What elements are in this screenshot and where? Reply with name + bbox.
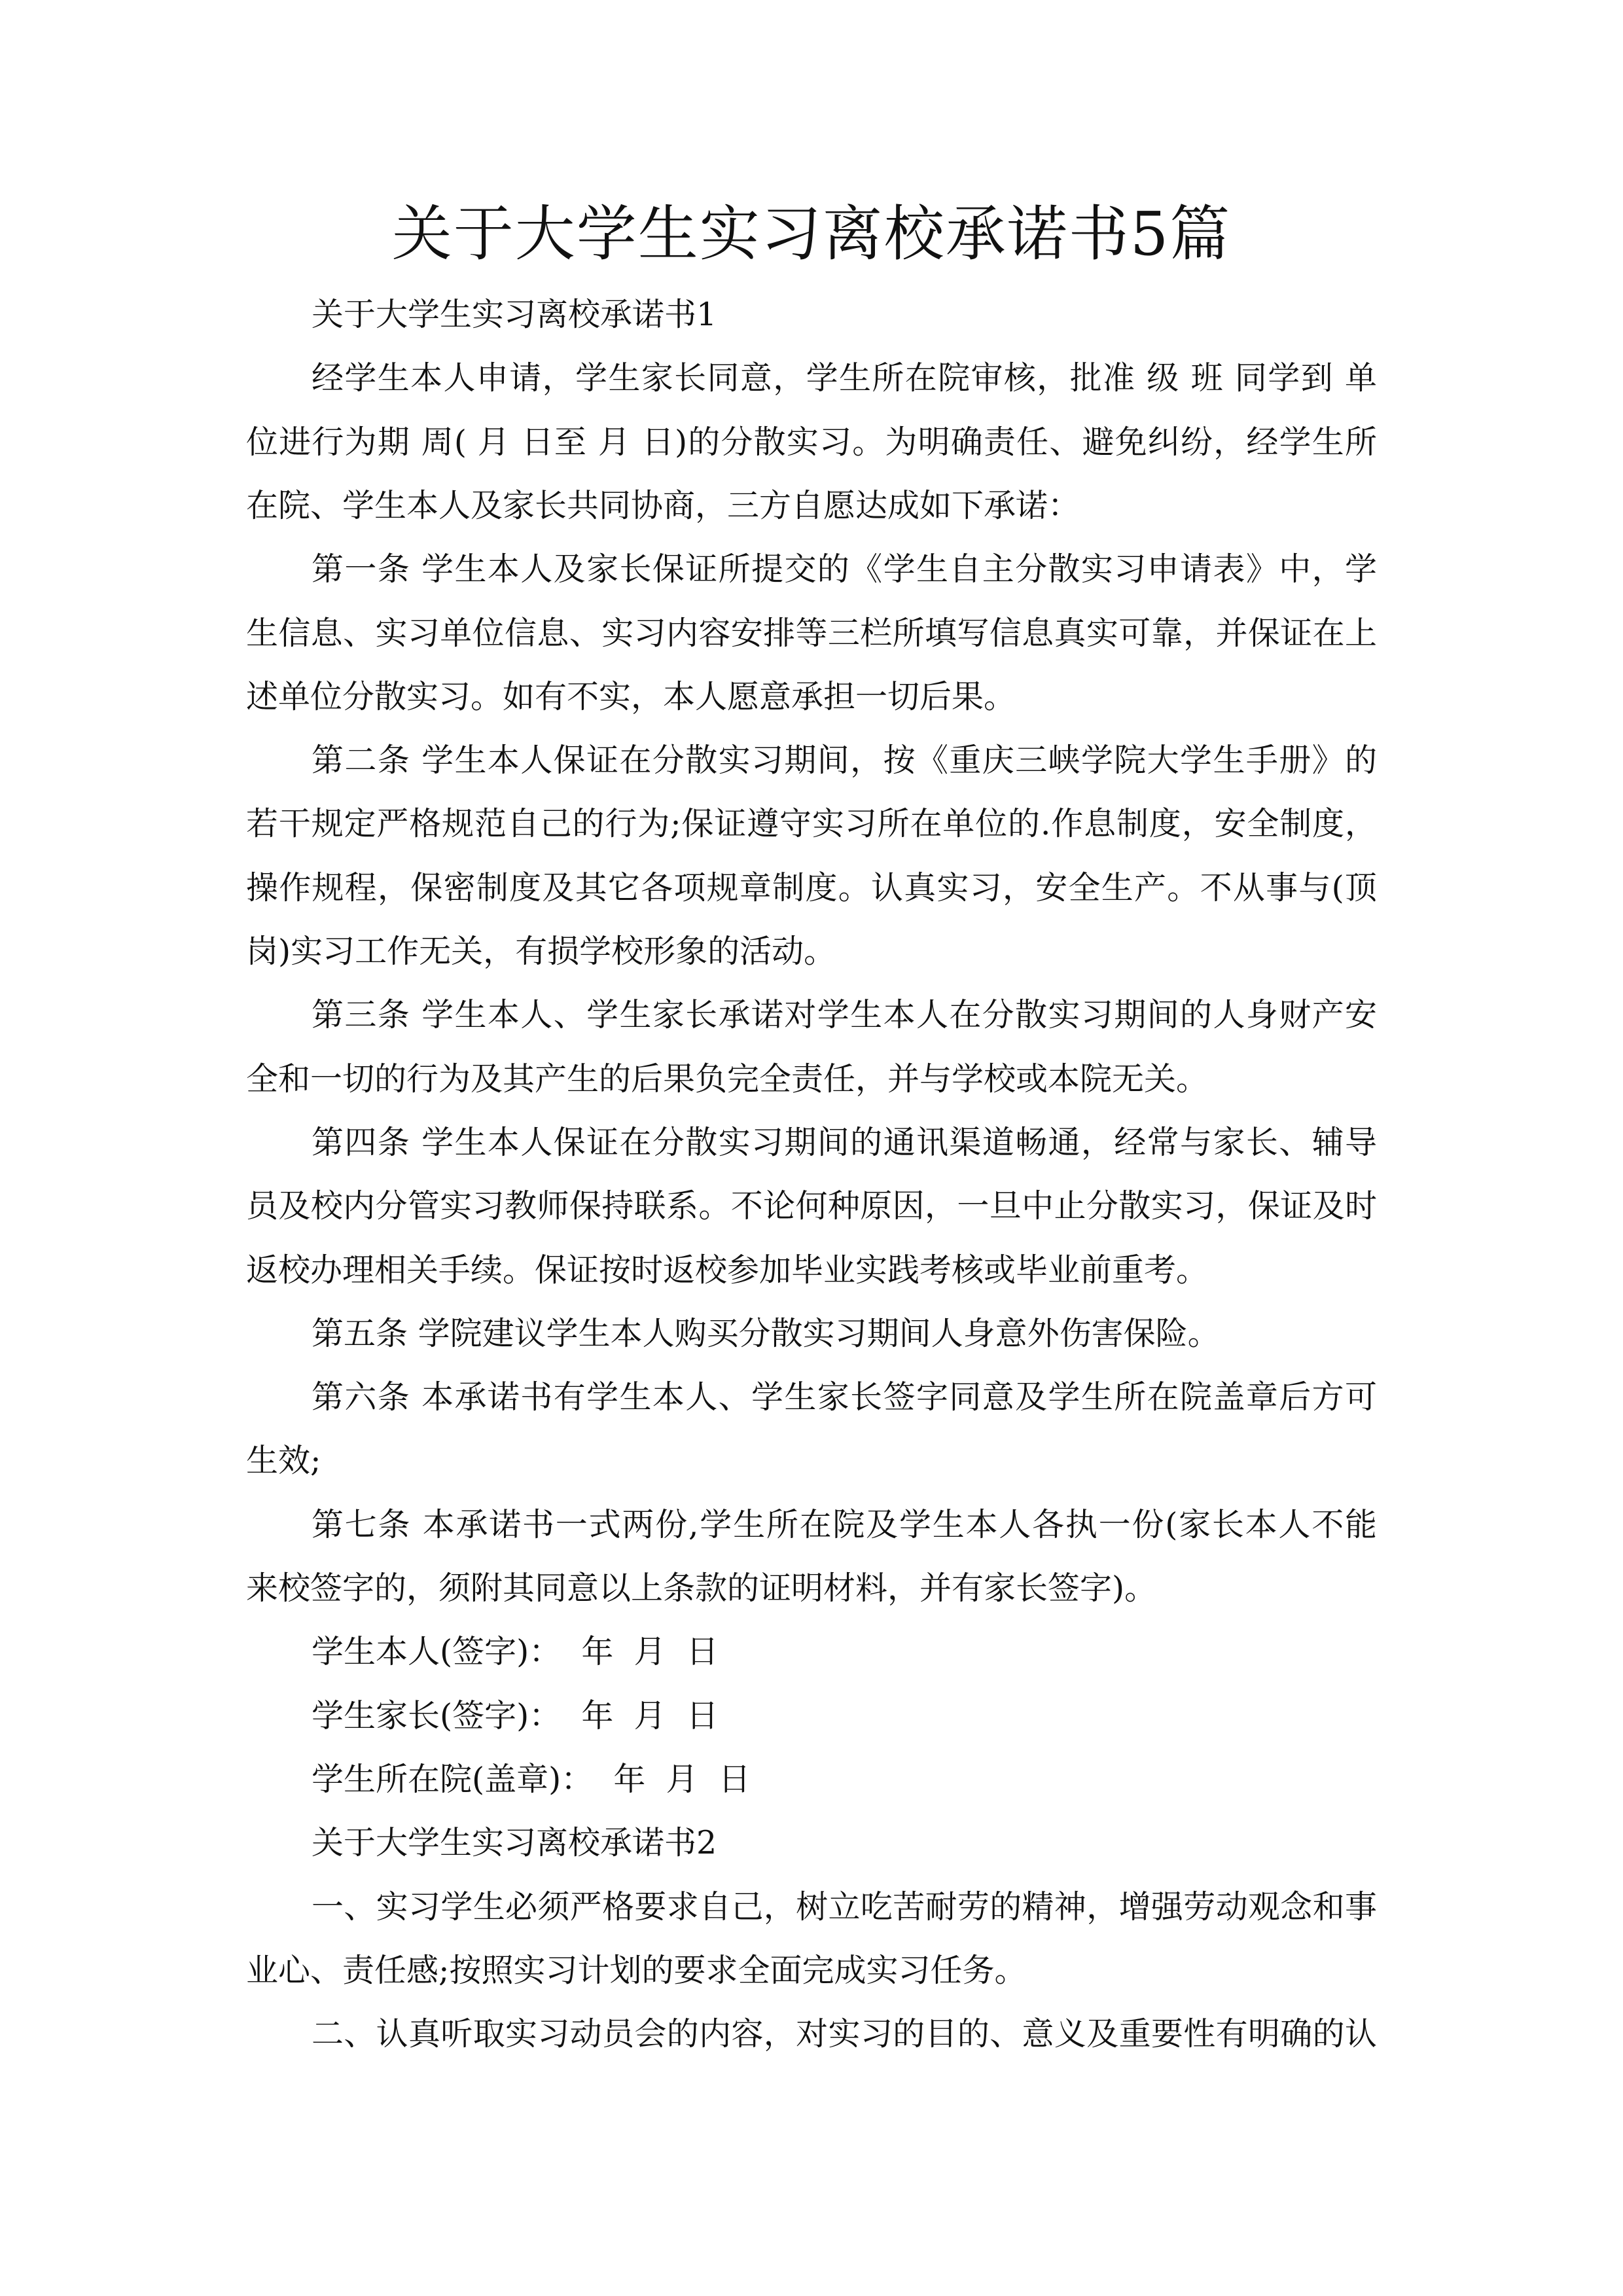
text-line: 第七条 本承诺书一式两份,学生所在院及学生本人各执一份(家长本人不能 xyxy=(312,1506,1377,1543)
text-line: 一、实习学生必须严格要求自己，树立吃苦耐劳的精神，增强劳动观念和事 xyxy=(312,1888,1377,1926)
text-line: 员及校内分管实习教师保持联系。不论何种原因，一旦中止分散实习，保证及时 xyxy=(246,1187,1377,1225)
text-line: 位进行为期 周( 月 日至 月 日)的分散实习。为明确责任、避免纠纷，经学生所 xyxy=(246,423,1377,461)
text-line: 述单位分散实习。如有不实，本人愿意承担一切后果。 xyxy=(246,678,1016,715)
text-line: 第五条 学院建议学生本人购买分散实习期间人身意外伤害保险。 xyxy=(312,1315,1220,1352)
text-line: 岗)实习工作无关，有损学校形象的活动。 xyxy=(246,933,836,970)
text-line: 第六条 本承诺书有学生本人、学生家长签字同意及学生所在院盖章后方可 xyxy=(312,1378,1377,1416)
text-line: 经学生本人申请，学生家长同意，学生所在院审核，批准 级 班 同学到 单 xyxy=(312,359,1377,397)
text-line: 第四条 学生本人保证在分散实习期间的通讯渠道畅通，经常与家长、辅导 xyxy=(312,1124,1377,1161)
text-line: 关于大学生实习离校承诺书1 xyxy=(312,296,717,333)
text-line: 第二条 学生本人保证在分散实习期间，按《重庆三峡学院大学生手册》的 xyxy=(312,742,1377,779)
text-line: 全和一切的行为及其产生的后果负完全责任，并与学校或本院无关。 xyxy=(246,1060,1209,1098)
document-title: 关于大学生实习离校承诺书5篇 xyxy=(391,199,1232,269)
text-line: 关于大学生实习离校承诺书2 xyxy=(312,1824,717,1861)
text-line: 操作规程，保密制度及其它各项规章制度。认真实习，安全生产。不从事与(顶 xyxy=(246,869,1377,906)
text-line: 生效; xyxy=(246,1442,321,1479)
text-line: 在院、学生本人及家长共同协商，三方自愿达成如下承诺： xyxy=(246,487,1080,524)
text-line: 返校办理相关手续。保证按时返校参加毕业实践考核或毕业前重考。 xyxy=(246,1251,1209,1289)
text-line: 来校签字的，须附其同意以上条款的证明材料，并有家长签字)。 xyxy=(246,1570,1157,1607)
text-line: 学生本人(签字)： 年 月 日 xyxy=(312,1633,719,1670)
text-line: 学生所在院(盖章)： 年 月 日 xyxy=(312,1761,751,1798)
text-line: 学生家长(签字)： 年 月 日 xyxy=(312,1697,719,1734)
text-line: 第一条 学生本人及家长保证所提交的《学生自主分散实习申请表》中，学 xyxy=(312,550,1377,588)
text-line: 二、认真听取实习动员会的内容，对实习的目的、意义及重要性有明确的认 xyxy=(312,2015,1377,2053)
text-line: 若干规定严格规范自己的行为;保证遵守实习所在单位的.作息制度，安全制度， xyxy=(246,805,1377,842)
text-line: 第三条 学生本人、学生家长承诺对学生本人在分散实习期间的人身财产安 xyxy=(312,996,1377,1033)
text-line: 业心、责任感;按照实习计划的要求全面完成实习任务。 xyxy=(246,1952,1027,1989)
text-line: 生信息、实习单位信息、实习内容安排等三栏所填写信息真实可靠，并保证在上 xyxy=(246,615,1377,652)
